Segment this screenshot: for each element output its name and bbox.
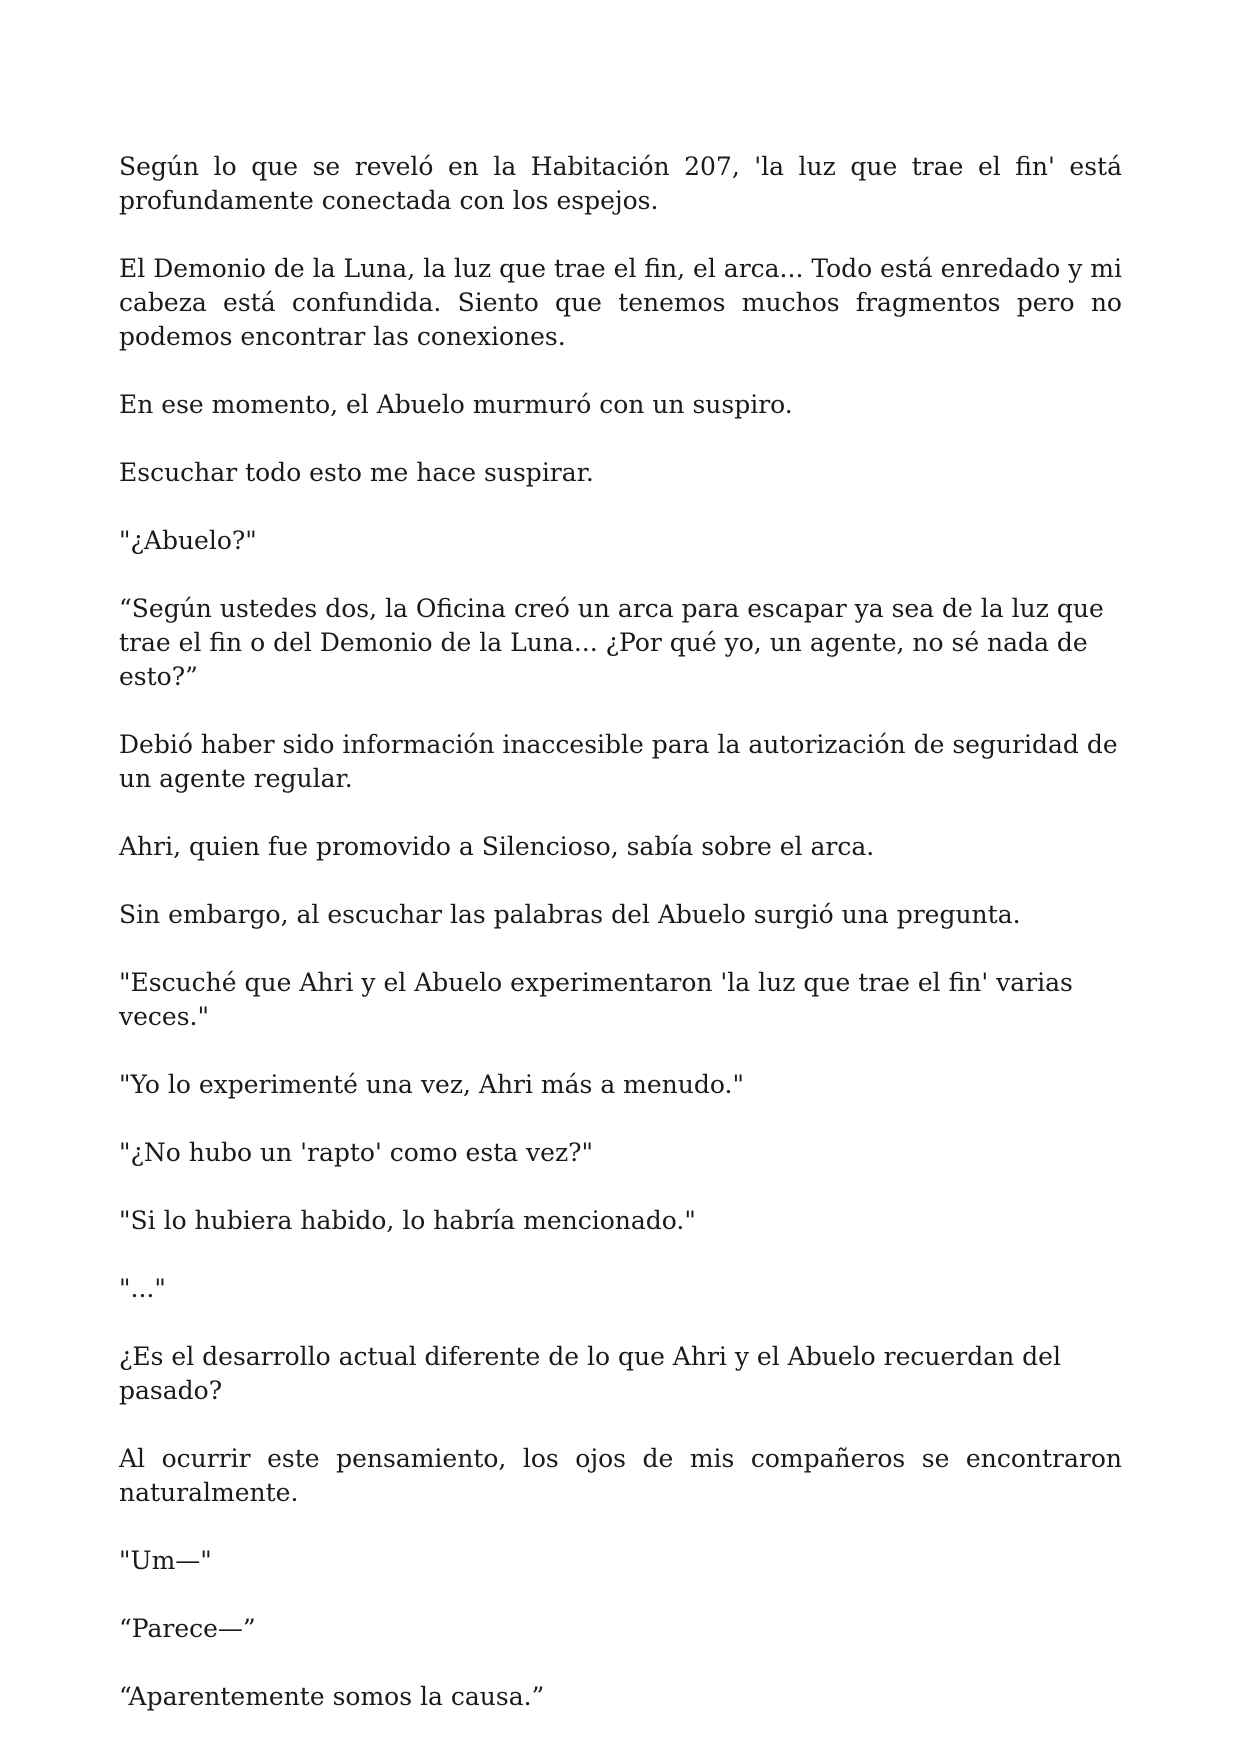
dialogue-line: "Si lo hubiera habido, lo habría mencionado." [119, 1206, 696, 1235]
dialogue-line: “Aparentemente somos la causa.” [119, 1682, 545, 1711]
paragraph: ¿Es el desarrollo actual diferente de lo que Ahri y el Abuelo recuerdan del pasado? [119, 1342, 1061, 1405]
paragraph: Según lo que se reveló en la Habitación 207, 'la luz que trae el fin' está profundamente conectada con los espejos. [119, 152, 1122, 215]
dialogue-line: "..." [119, 1274, 166, 1303]
body-text [119, 150, 1122, 1748]
paragraph: El Demonio de la Luna, la luz que trae el fin, el arca... Todo está enredado y mi cabeza está confundida. Siento que tenemos muchos fragmentos pero no podemos encontrar las conexiones. [119, 254, 1122, 351]
dialogue-line: "¿No hubo un 'rapto' como esta vez?" [119, 1138, 594, 1167]
paragraph: Sin embargo, al escuchar las palabras del Abuelo surgió una pregunta. [119, 900, 1021, 929]
dialogue-line: "Escuché que Ahri y el Abuelo experimentaron 'la luz que trae el fin' varias veces." [119, 968, 1073, 1031]
dialogue-line: “Según ustedes dos, la Oficina creó un arca para escapar ya sea de la luz que trae el fin o del Demonio de la Luna... ¿Por qué yo, un agente, no sé nada de esto?” [119, 594, 1104, 691]
dialogue-line: “Parece—” [119, 1614, 256, 1643]
paragraph: En ese momento, el Abuelo murmuró con un suspiro. [119, 390, 793, 419]
dialogue-line: "Yo lo experimenté una vez, Ahri más a menudo." [119, 1070, 744, 1099]
paragraph: Escuchar todo esto me hace suspirar. [119, 458, 594, 487]
paragraph: Ahri, quien fue promovido a Silencioso, sabía sobre el arca. [119, 832, 875, 861]
dialogue-line: "¿Abuelo?" [119, 526, 257, 555]
paragraph: Debió haber sido información inaccesible para la autorización de seguridad de un agente regular. [119, 730, 1118, 793]
dialogue-line: "Um—" [119, 1546, 212, 1575]
paragraph: Al ocurrir este pensamiento, los ojos de mis compañeros se encontraron naturalmente. [119, 1444, 1122, 1507]
